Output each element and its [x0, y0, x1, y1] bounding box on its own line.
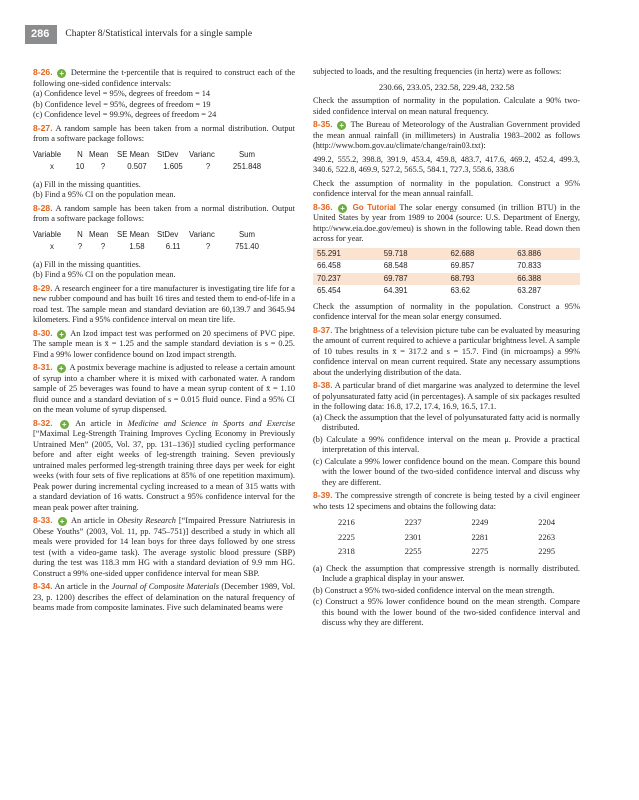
exercise-text: The solar energy consumed (in trillion BTU) in the United States by year from 1989 to 2004 (source: U.S. Department of Energy, http://www.eia.doe.gov/emeu) is shown in the following table. Read down then across for year. [313, 202, 581, 243]
exercise-number: 8-32. [33, 417, 53, 428]
exercise-8-27 [33, 123, 295, 201]
table-row [313, 516, 580, 531]
table-cell: ? [205, 162, 211, 171]
table-cell: 2204 [538, 518, 555, 527]
plus-icon: + [57, 69, 66, 78]
list-item: (b) Confidence level = 95%, degrees of freedom = 19 [33, 99, 211, 109]
table-cell: 69.787 [380, 273, 447, 286]
table-cell: 751.40 [235, 242, 259, 251]
exercise-text: Determine the t-percentile that is required to construct each of the following one-sided confidence intervals: [33, 68, 296, 88]
journal-title: Medicine and Science in Sports and Exercise [127, 418, 296, 428]
exercise-8-33 [33, 515, 295, 579]
exercise-text: Check the assumption of normality in the population. Construct a 95% confidence interval for the mean solar energy consumed. [313, 301, 580, 321]
page-header [25, 24, 252, 44]
table-cell: 1.58 [129, 242, 145, 251]
exercise-number: 8-30. [33, 327, 53, 338]
table-cell: 68.548 [383, 261, 408, 270]
list-item: (a) Fill in the missing quantities. [33, 179, 141, 189]
exercise-number: 8-38. [313, 380, 333, 390]
exercise-number: 8-29. [33, 282, 53, 293]
list-item: (a) Check the assumption that the level of polyunsaturated fatty acid is normally distributed. [313, 412, 580, 432]
list-item: (c) Confidence level = 99.9%, degrees of freedom = 24 [33, 110, 217, 119]
page-number: 286 [25, 25, 57, 44]
table-header: Mean [89, 229, 109, 239]
exercise-text: A research engineer for a tire manufacturer is investigating tire life for a new rubber compound and has built 16 tires and tested them to end-of-life in a road test. The sample mean and standard deviation are 60,139.7 and 3645.94 kilometers. Find a 95% confidence interval on mean tire life. [33, 283, 295, 324]
exercise-text: [“Impaired Pressure Natriuresis in Obese Youths” (2003, Vol. 11, pp. 745–751)] described a study in which all meals were provided for 14 lean boys for three days followed by one stress test (with a video-game task). The average systolic blood pressure (SBP) during the test was 118.3 mm HG with a standard deviation of 9.9 mm HG. Construct a 99% one-sided upper confidence interval for mean SBP. [33, 516, 295, 578]
table-cell: 251.848 [232, 162, 262, 171]
exercise-text: An Izod impact test was performed on 20 specimens of PVC pipe. The sample mean is x̄ = 1.25 and the sample standard deviation is s = 0.25. Find a 99% lower confidence bound on Izod impact strength. [33, 328, 295, 359]
exercise-number: 8-35. [313, 119, 333, 129]
table-row [313, 531, 580, 546]
plus-icon: + [57, 330, 66, 339]
exercise-text: A postmix beverage machine is adjusted to release a certain amount of syrup into a chamber where it is mixed with carbonated water. A random sample of 25 beverages was found to have a mean syrup content of x̄ = 1.10 fluid ounce and a standard deviation of s = 0.015 fluid ounce. Find a 95% CI on the mean volume of syrup dispensed. [33, 363, 295, 414]
table-cell: 0.507 [127, 162, 147, 171]
exercise-text: [“Maximal Leg-Strength Training Improves Cycling Economy in Previously Untrained Men” (2005, Vol. 37, pp. 131–136)] studied cycling performance before and after eight weeks of leg-strength training. Seven previously untrained males performed leg-strength training three days per week for eight weeks (with four sets of five replications at 85% of one repetition maximum). Peak power during incremental cycling increased to a mean of 315 watts with a standard deviation of 16 watts. Construct a 95% confidence interval for the mean peak power after training. [33, 429, 295, 512]
table-cell: 2263 [538, 532, 555, 542]
table-cell: 66.388 [513, 273, 580, 286]
exercise-8-26-items [33, 89, 295, 121]
exercise-8-29 [33, 283, 295, 326]
table-cell: 6.11 [165, 242, 181, 251]
plus-icon: + [57, 364, 66, 373]
table-cell: 59.718 [380, 248, 447, 261]
exercise-8-34-continued [313, 67, 580, 117]
exercise-number: 8-31. [33, 362, 53, 372]
list-item: (b) Find a 95% CI on the population mean. [33, 190, 176, 199]
table-header: StDev [157, 229, 179, 239]
list-item: (b) Construct a 95% two-sided confidence interval on the mean strength. [313, 585, 555, 595]
exercise-text: A random sample has been taken from a normal distribution. Output from a software package follows: [33, 203, 295, 223]
table-cell: 63.886 [513, 248, 580, 261]
exercise-number: 8-27. [33, 122, 53, 133]
table-header: N [77, 149, 83, 159]
list-item: (a) Check the assumption that compressive strength is normally distributed. Include a graphical display in your answer. [313, 563, 580, 583]
exercise-text: A particular brand of diet margarine was analyzed to determine the level of polyunsaturated fatty acid (in percentages). A sample of six packages resulted in the following data: 16.8, 17.2, 17.4, 16.9, 16.5, 17.1. [313, 381, 580, 411]
plus-icon: + [338, 204, 347, 213]
table-cell: 55.291 [313, 248, 380, 261]
plus-icon: + [60, 420, 69, 429]
table-cell: 65.454 [317, 286, 341, 295]
compressive-strength-table [313, 516, 580, 560]
table-row [313, 260, 580, 273]
table-header: Variable [33, 229, 62, 239]
list-item: (b) Find a 95% CI on the population mean. [33, 270, 176, 279]
table-header: Varianc [189, 149, 215, 159]
software-output-table [33, 229, 295, 254]
table-row [313, 273, 580, 286]
table-cell: 70.237 [313, 273, 380, 286]
table-header: Sum [238, 229, 256, 239]
table-cell: 2281 [471, 532, 489, 542]
table-cell: x [50, 162, 54, 171]
journal-title: Obesity Research [117, 516, 176, 525]
exercise-8-37 [313, 325, 580, 379]
table-cell: 70.833 [517, 261, 542, 270]
plus-icon: + [58, 517, 67, 526]
journal-title: Journal of Composite Materials [111, 582, 219, 591]
exercise-8-31 [33, 362, 295, 416]
list-item: (c) Calculate a 99% lower confidence bound on the mean. Compare this bound with the lower bound of the two-sided confidence interval and discuss why they are different. [313, 456, 580, 487]
table-cell: ? [100, 242, 106, 251]
exercise-number: 8-28. [33, 202, 53, 213]
right-column [313, 67, 580, 631]
data-line: 499.2, 555.2, 398.8, 391.9, 453.4, 459.8, 483.7, 417.6, 469.2, 452.4, 499.3, 340.6, 522.8, 469.9, 527.2, 565.5, 584.1, 727.3, 558.6, 338.6 [313, 154, 580, 174]
table-cell: 10 [75, 162, 85, 171]
table-header: SE Mean [117, 229, 150, 239]
data-line: 230.66, 233.05, 232.58, 229.48, 232.58 [378, 81, 515, 92]
exercise-text: An article in [75, 418, 128, 428]
running-head: Chapter 8/Statistical intervals for a single sample [65, 29, 253, 39]
table-cell: ? [100, 162, 106, 171]
exercise-number: 8-26. [33, 67, 53, 77]
table-cell: 66.458 [317, 261, 341, 270]
table-cell: 2275 [471, 547, 489, 556]
table-cell: 2318 [338, 547, 355, 556]
go-tutorial-link[interactable]: Go Tutorial [352, 202, 397, 212]
exercise-8-39 [313, 490, 580, 629]
exercise-text: The Bureau of Meteorology of the Australian Government provided the mean annual rainfall (in millimeters) in Australia 1983–2002 as follows (http://www.bom.gov.au/climate/change/rain03.txt): [313, 120, 580, 150]
exercise-number: 8-36. [313, 201, 333, 212]
table-cell: ? [77, 242, 83, 251]
list-item: (c) Construct a 95% lower confidence bound on the mean strength. Compare this bound with the lower bound of the two-sided confidence interval and discuss why they are different. [313, 597, 580, 627]
table-cell: 2216 [338, 518, 355, 527]
table-cell: 69.857 [450, 261, 475, 270]
table-header: Varianc [189, 229, 215, 239]
table-cell: 63.287 [517, 286, 542, 295]
exercise-text: A random sample has been taken from a normal distribution. Output from a software package follows: [33, 123, 295, 143]
exercise-text: Check the assumption of normality in the population. Calculate a 90% two-sided confidence interval on mean natural frequency. [313, 96, 580, 116]
table-cell: 68.793 [447, 273, 514, 286]
exercise-text: The compressive strength of concrete is being tested by a civil engineer who tests 12 specimens and obtains the following data: [313, 491, 580, 511]
table-cell: 2225 [338, 532, 355, 542]
table-header: Mean [89, 149, 109, 159]
exercise-8-28 [33, 203, 295, 281]
table-row [313, 545, 580, 560]
plus-icon: + [337, 121, 346, 130]
table-cell: 2237 [404, 518, 422, 527]
table-header: Variable [33, 149, 62, 159]
exercise-text: An article in [71, 516, 118, 525]
table-cell: 63.62 [450, 286, 471, 295]
table-header: SE Mean [117, 149, 150, 159]
table-cell: 2301 [404, 532, 422, 542]
exercise-number: 8-37. [313, 324, 333, 335]
list-item: (a) Fill in the missing quantities. [33, 259, 141, 269]
exercise-number: 8-39. [313, 490, 333, 500]
exercise-8-36 [313, 202, 580, 323]
list-item: (b) Calculate a 99% confidence interval on the mean μ. Provide a practical interpretation of this interval. [313, 434, 580, 454]
table-cell: 1.605 [163, 162, 183, 171]
exercise-number: 8-33. [33, 515, 53, 525]
table-cell: 2295 [538, 547, 555, 556]
table-row [313, 285, 580, 298]
exercise-text: (December 1989, Vol. 23, p. 1200) describes the effect of delamination on the natural frequency of beams made from composite laminates. Five such delaminated beams were [33, 582, 295, 612]
exercise-number: 8-34. [33, 581, 53, 591]
exercise-8-26 [33, 67, 295, 121]
table-cell: 2249 [471, 518, 489, 527]
software-output-table [33, 149, 295, 174]
table-header: StDev [157, 149, 179, 159]
exercise-8-35 [313, 119, 580, 200]
exercise-text: The brightness of a television picture tube can be evaluated by measuring the amount of current required to achieve a particular brightness level. A sample of 10 tubes results in x̄ = 317.2 and s = 15.7. Find (in microamps) a 99% confidence interval on mean current required. State any necessary assumptions about the underlying distribution of the data. [313, 325, 581, 377]
exercise-text: subjected to loads, and the resulting frequencies (in hertz) were as follows: [313, 67, 562, 76]
table-header: N [77, 229, 83, 239]
exercise-8-38 [313, 380, 580, 488]
list-item: (a) Confidence level = 95%, degrees of freedom = 14 [33, 89, 211, 98]
table-cell: 2255 [404, 547, 422, 556]
exercise-8-34 [33, 581, 295, 614]
table-cell: 64.391 [383, 286, 408, 295]
exercise-8-32 [33, 418, 295, 514]
solar-energy-table [313, 248, 580, 298]
exercise-text: Check the assumption of normality in the population. Construct a 95% confidence interval for the mean annual rainfall. [313, 178, 580, 198]
table-cell: 62.688 [447, 248, 514, 261]
table-row [313, 248, 580, 261]
table-cell: x [50, 242, 54, 251]
exercise-text: An article in the [54, 582, 112, 591]
left-column [33, 67, 295, 616]
table-header: Sum [238, 149, 256, 159]
table-cell: ? [205, 242, 211, 251]
exercise-8-30 [33, 328, 295, 361]
